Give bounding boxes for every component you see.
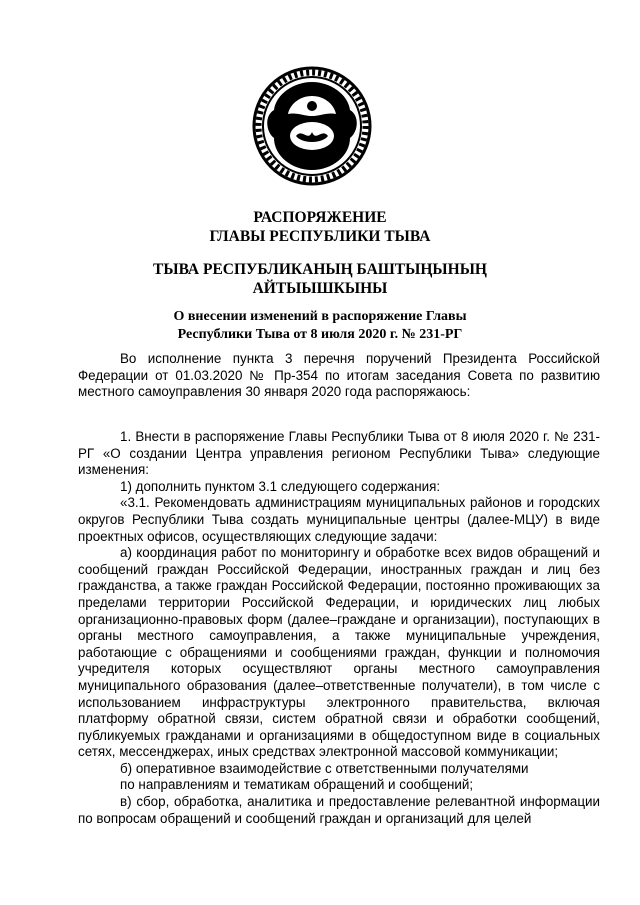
point-v-paragraph: в) сбор, обработка, аналитика и предоставление релевантной информации по вопросам обращений и сообщений граждан и организаций для целей — [78, 794, 600, 826]
subject-line-1: О внесении изменений в распоряжение Главы — [173, 309, 467, 324]
tuva-emblem-icon — [252, 66, 372, 186]
point-a-paragraph: а) координация работ по мониторингу и обработке всех видов обращений и сообщений граждан Российской Федерации, иностранных граждан и лиц без гражданства, а также граждан Российской Федерации, постоянно проживающих за пределами территории Российской Федерации, и юридических лиц любых организационно-правовых форм (далее–граждане и организации), поступающих в органы местного самоуправления, а также муниципальные учреждения, работающие с обращениями и сообщениями граждан, функции и полномочия учредителя которых осуществляют органы местного самоуправления муниципального образования (далее–ответственные получатели), в том числе с использованием инфраструктуры электронного правительства, включая платформу обратной связи, систем обратной связи и обработки сообщений, публикуемых гражданами и организациями в общедоступном виде в социальных сетях, мессенджерах, иных средствах электронной массовой коммуникации; — [78, 545, 600, 760]
subitem-1-paragraph: 1) дополнить пунктом 3.1 следующего содержания: — [120, 478, 441, 494]
document-type-heading — [0, 208, 640, 246]
intro-paragraph: Во исполнение пункта 3 перечня поручений Президента Российской Федерации от 01.03.2020 № Пр-354 по итогам заседания Совета по развитию местного самоуправления 30 января 2020 года распоряжаюсь: — [78, 351, 600, 400]
point-b-paragraph-1: б) оперативное взаимодействие с ответственными получателями — [120, 760, 529, 776]
tuvan-heading-line-2: АЙТЫЫШКЫНЫ — [252, 280, 388, 297]
tuvan-heading — [0, 260, 640, 298]
item-1-paragraph: 1. Внести в распоряжение Главы Республики Тыва от 8 июля 2020 г. № 231-РГ «О создании Центра управления регионом Республики Тыва» следующие изменения: — [78, 429, 600, 478]
intro-section — [78, 351, 600, 401]
heading-line-1: РАСПОРЯЖЕНИЕ — [253, 209, 387, 226]
main-section — [78, 429, 600, 827]
heading-line-2: ГЛАВЫ РЕСПУБЛИКИ ТЫВА — [209, 228, 431, 245]
point-3-1-paragraph: «3.1. Рекомендовать администрациям муниципальных районов и городских округов Республики Тыва создать муниципальные центры (далее-МЦУ) в виде проектных офисов, осуществляющих следующие задачи: — [78, 495, 600, 544]
point-b-paragraph-2: по направлениям и тематикам обращений и сообщений; — [120, 777, 474, 793]
tuvan-heading-line-1: ТЫВА РЕСПУБЛИКАНЫҢ БАШТЫҢЫНЫҢ — [153, 261, 487, 278]
subject-line-2: Республики Тыва от 8 июля 2020 г. № 231-РГ — [177, 327, 463, 342]
document-subject — [0, 308, 640, 344]
